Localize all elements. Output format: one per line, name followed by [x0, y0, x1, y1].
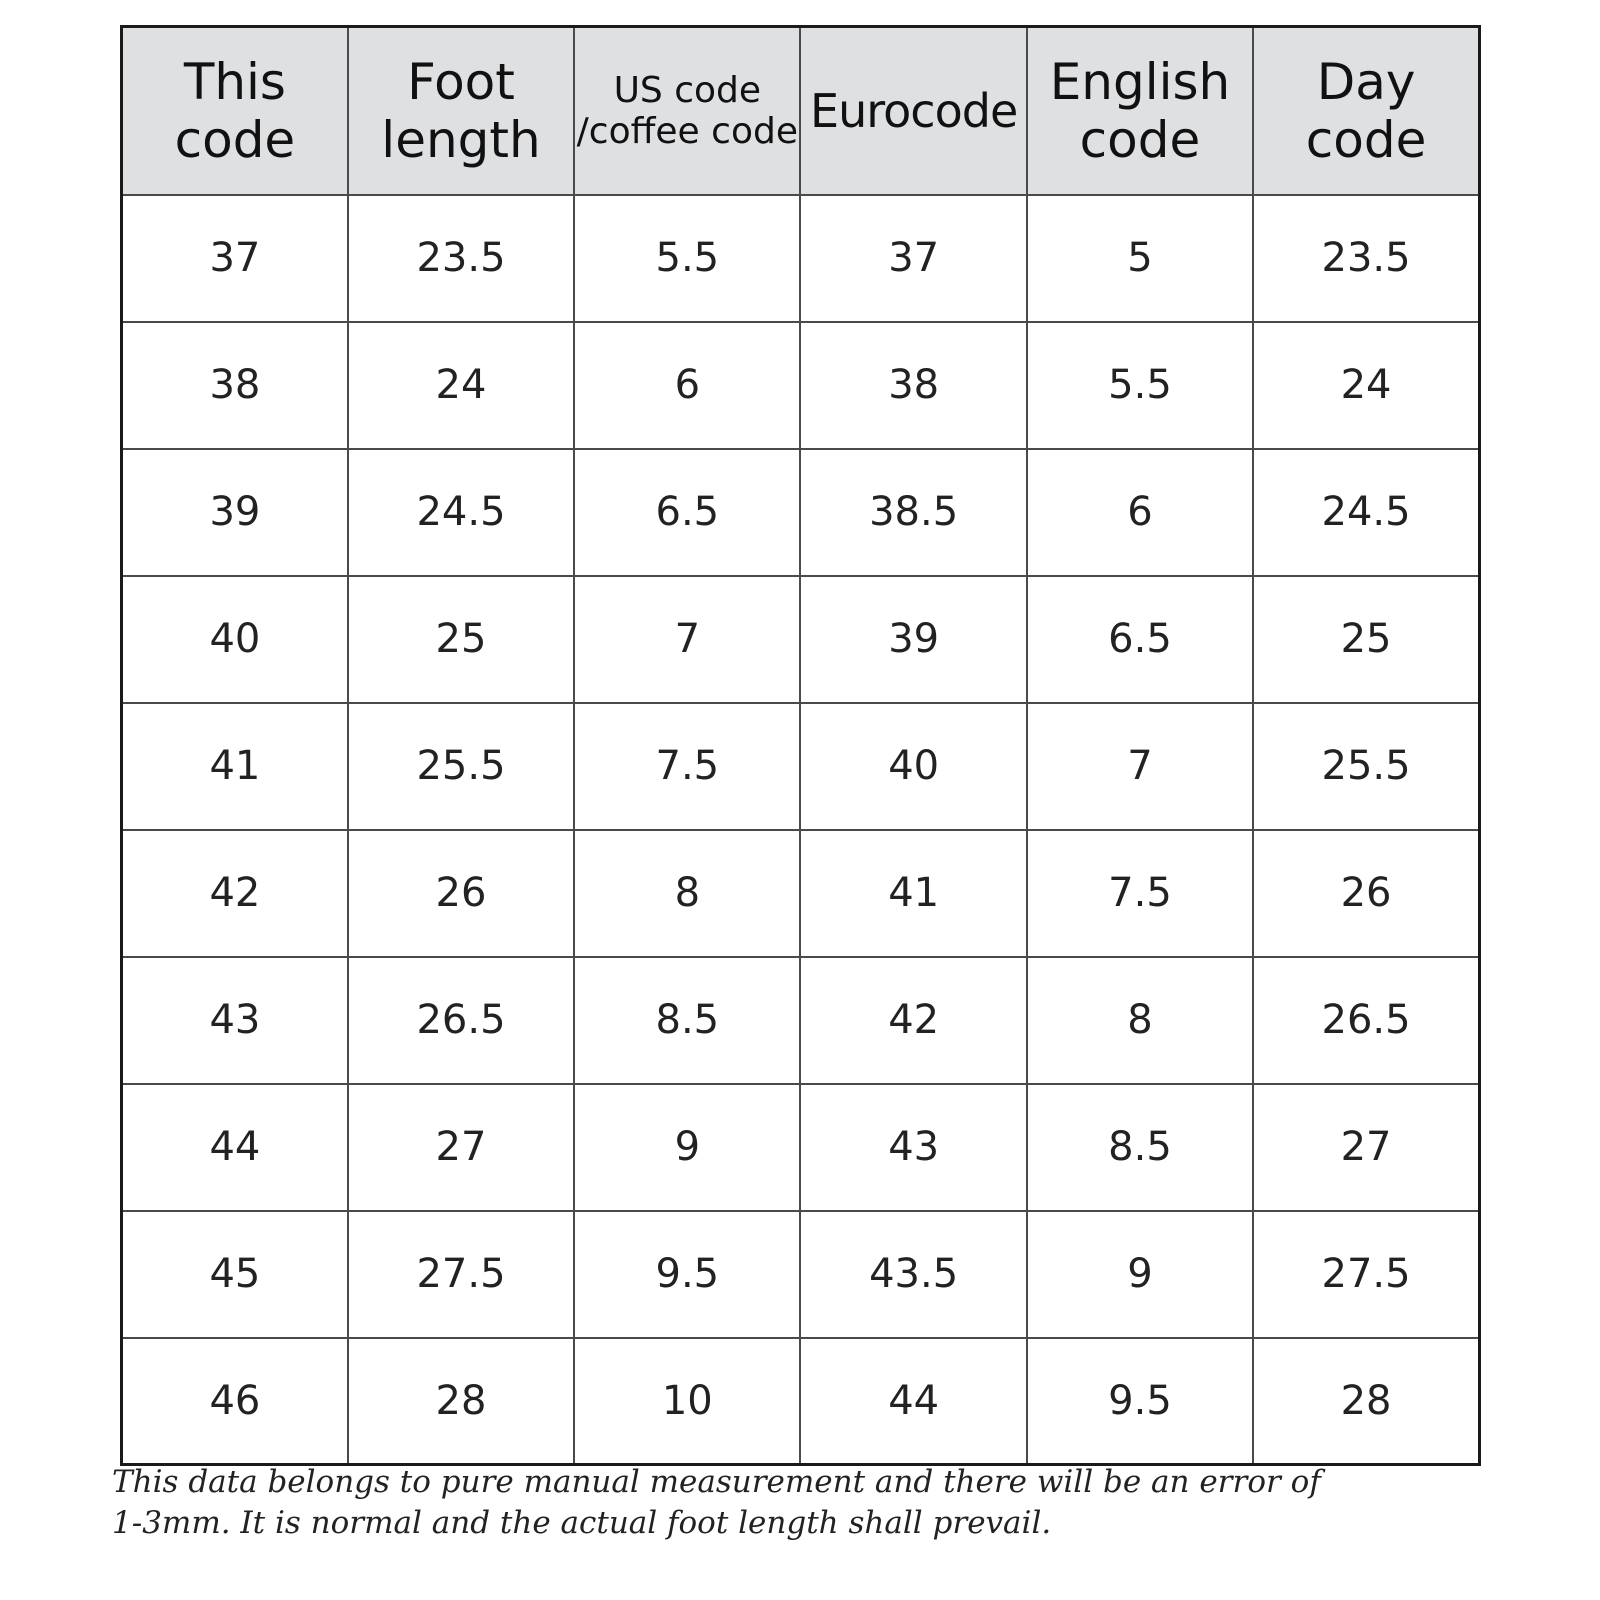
table-cell: 24 [348, 322, 574, 449]
table-row [122, 195, 1480, 322]
table-row [122, 1338, 1480, 1465]
table-cell: 42 [122, 830, 348, 957]
table-cell: 41 [800, 830, 1026, 957]
table-cell: 6.5 [574, 449, 800, 576]
table-cell: 41 [122, 703, 348, 830]
table-cell: 46 [122, 1338, 348, 1465]
note-line-2: 1-3mm. It is normal and the actual foot length shall prevail. [112, 1505, 1052, 1541]
header-us-code: US code /coffee code [574, 27, 800, 195]
table-cell: 8.5 [574, 957, 800, 1084]
table-row [122, 957, 1480, 1084]
table-row [122, 1084, 1480, 1211]
table-cell: 39 [122, 449, 348, 576]
table-cell: 27.5 [1253, 1211, 1479, 1338]
table-cell: 28 [348, 1338, 574, 1465]
table-cell: 24.5 [1253, 449, 1479, 576]
table-row [122, 1211, 1480, 1338]
header-foot-length: Foot length [348, 27, 574, 195]
table-cell: 45 [122, 1211, 348, 1338]
table-row [122, 449, 1480, 576]
table-cell: 26.5 [1253, 957, 1479, 1084]
table-cell: 27 [1253, 1084, 1479, 1211]
table-cell: 24.5 [348, 449, 574, 576]
table-cell: 38 [800, 322, 1026, 449]
header-eurocode: Eurocode [800, 27, 1026, 195]
table-cell: 25.5 [348, 703, 574, 830]
table-cell: 7.5 [1027, 830, 1253, 957]
table-cell: 9 [1027, 1211, 1253, 1338]
table-cell: 8 [1027, 957, 1253, 1084]
table-cell: 7.5 [574, 703, 800, 830]
table-cell: 43 [122, 957, 348, 1084]
header-day-code: Day code [1253, 27, 1479, 195]
header-row [122, 27, 1480, 195]
table-cell: 42 [800, 957, 1026, 1084]
table-cell: 23.5 [348, 195, 574, 322]
table-cell: 28 [1253, 1338, 1479, 1465]
table-cell: 37 [800, 195, 1026, 322]
table-cell: 5 [1027, 195, 1253, 322]
table-row [122, 576, 1480, 703]
table-cell: 38 [122, 322, 348, 449]
table-cell: 25.5 [1253, 703, 1479, 830]
table-cell: 5.5 [1027, 322, 1253, 449]
table-cell: 8.5 [1027, 1084, 1253, 1211]
table-cell: 9.5 [1027, 1338, 1253, 1465]
table-cell: 6 [1027, 449, 1253, 576]
table-cell: 40 [122, 576, 348, 703]
table-row [122, 703, 1480, 830]
table-cell: 40 [800, 703, 1026, 830]
size-conversion-table [120, 25, 1481, 1466]
header-this-code: This code [122, 27, 348, 195]
measurement-note [112, 1462, 1412, 1544]
table-cell: 43 [800, 1084, 1026, 1211]
table-cell: 44 [800, 1338, 1026, 1465]
note-line-1: This data belongs to pure manual measurement and there will be an error of [112, 1464, 1321, 1500]
table-cell: 37 [122, 195, 348, 322]
table-cell: 9.5 [574, 1211, 800, 1338]
table-cell: 25 [1253, 576, 1479, 703]
table-cell: 23.5 [1253, 195, 1479, 322]
header-english-code: English code [1027, 27, 1253, 195]
table-cell: 26 [348, 830, 574, 957]
table-cell: 7 [574, 576, 800, 703]
table-cell: 27 [348, 1084, 574, 1211]
table-cell: 24 [1253, 322, 1479, 449]
table-cell: 26.5 [348, 957, 574, 1084]
table-row [122, 322, 1480, 449]
table-cell: 43.5 [800, 1211, 1026, 1338]
table-cell: 39 [800, 576, 1026, 703]
table-cell: 9 [574, 1084, 800, 1211]
table-cell: 7 [1027, 703, 1253, 830]
table-cell: 27.5 [348, 1211, 574, 1338]
table-cell: 38.5 [800, 449, 1026, 576]
table-cell: 44 [122, 1084, 348, 1211]
table-cell: 6 [574, 322, 800, 449]
table-cell: 10 [574, 1338, 800, 1465]
table-cell: 8 [574, 830, 800, 957]
table-cell: 6.5 [1027, 576, 1253, 703]
table-cell: 26 [1253, 830, 1479, 957]
table-cell: 25 [348, 576, 574, 703]
table-cell: 5.5 [574, 195, 800, 322]
table-row [122, 830, 1480, 957]
table-body [122, 195, 1480, 1465]
